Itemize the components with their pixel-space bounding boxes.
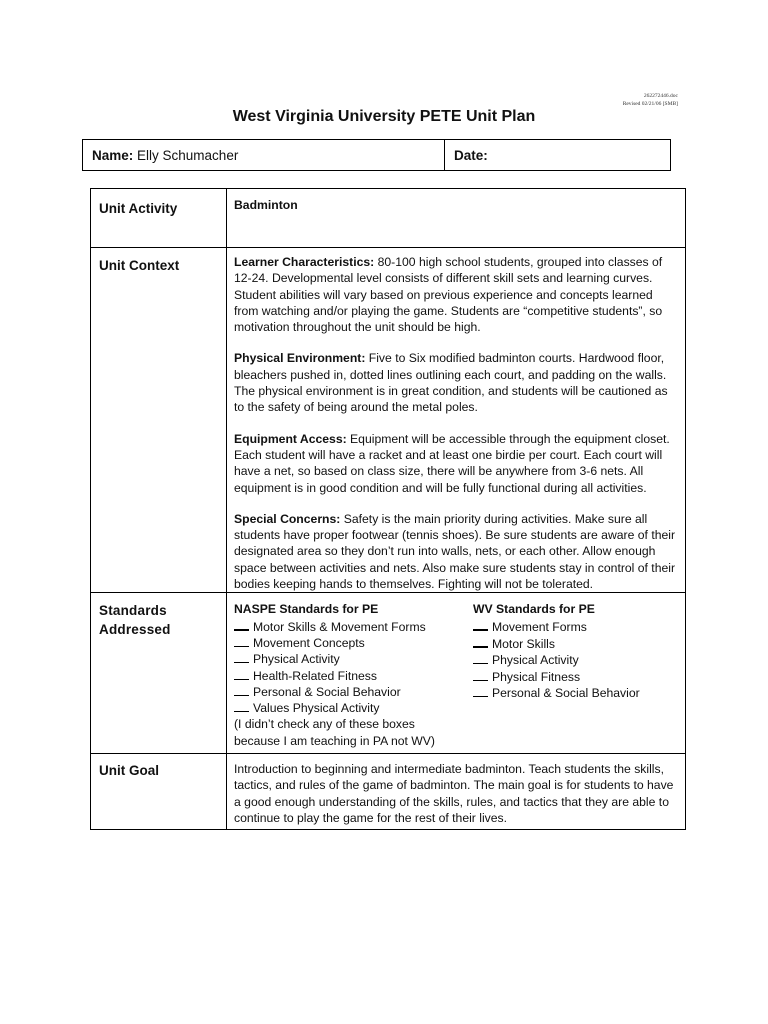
wv-checkbox[interactable] [473, 635, 488, 648]
naspe-item: Health-Related Fitness [234, 668, 473, 684]
naspe-standards [234, 601, 473, 749]
name-date-table [82, 139, 671, 171]
date-label: Date: [454, 147, 488, 163]
file-id: 262272446.doc [643, 93, 678, 99]
wv-checkbox[interactable] [473, 669, 488, 681]
standards-label-line2: Addressed [99, 622, 171, 638]
name-cell [83, 140, 445, 171]
name-label: Name: [92, 147, 134, 163]
learner-characteristics [234, 254, 677, 335]
physical-text: Five to Six modified badminton courts. Hardwood floor, bleachers pushed in, dotted lines outlining each court, and padding on the walls. The physical environment is in great condition, and students will be cautioned as to the safety of being around the metal poles. [234, 351, 668, 415]
wv-checkbox[interactable] [473, 652, 488, 664]
naspe-item: Values Physical Activity [234, 700, 473, 716]
naspe-item: Movement Concepts [234, 635, 473, 651]
wv-item: Motor Skills [473, 635, 673, 652]
physical-label: Physical Environment: [234, 351, 366, 366]
standards-label-line1: Standards [99, 603, 167, 619]
wv-standards [473, 601, 673, 749]
unit-goal-cell [227, 754, 686, 830]
unit-activity-row [91, 189, 686, 248]
unit-activity-cell [227, 189, 686, 248]
wv-item: Personal & Social Behavior [473, 685, 673, 701]
naspe-checkbox[interactable] [234, 668, 249, 680]
wv-item: Physical Fitness [473, 669, 673, 685]
revision-note: Revised 02/21/06 [SMB] [622, 101, 678, 107]
unit-goal-label: Unit Goal [91, 754, 227, 830]
equipment-label: Equipment Access: [234, 431, 347, 446]
naspe-checkbox[interactable] [234, 618, 249, 631]
naspe-note: (I didn’t check any of these boxes because I am teaching in PA not WV) [234, 717, 435, 748]
unit-context-label: Unit Context [91, 248, 227, 593]
wv-heading: WV Standards for PE [473, 602, 595, 617]
unit-activity-value: Badminton [234, 198, 298, 212]
wv-item: Movement Forms [473, 618, 673, 635]
naspe-checkbox[interactable] [234, 635, 249, 647]
name-value: Elly Schumacher [137, 147, 239, 163]
naspe-checkbox[interactable] [234, 651, 249, 663]
unit-context-cell [227, 248, 686, 593]
standards-row [91, 593, 686, 754]
unit-activity-label: Unit Activity [91, 189, 227, 248]
naspe-item: Personal & Social Behavior [234, 684, 473, 700]
physical-environment [234, 350, 677, 415]
special-text: Safety is the main priority during activities. Make sure all students have proper footwear (tennis shoes). Be sure students are aware of their designated area so they don’t run into walls, nets, or each other. Allow enough space between activities and nets. Also make sure students stay in control of their bodies keeping hands to themselves. Fighting will not be tolerated. [234, 511, 676, 592]
standards-label [91, 593, 227, 754]
date-cell [445, 140, 671, 171]
equipment-text: Equipment will be accessible through the equipment closet. Each student will have a racket and at least one birdie per court. Each court will have a net, so based on class size, there will be anywhere from 3-6 nets. All equipment is in good condition and will be fully functional during all activities. [234, 431, 670, 495]
naspe-item: Motor Skills & Movement Forms [234, 618, 473, 635]
wv-checkbox[interactable] [473, 685, 488, 697]
wv-checkbox[interactable] [473, 618, 488, 631]
page-title: West Virginia University PETE Unit Plan [232, 108, 536, 125]
document-id [623, 92, 678, 108]
wv-item: Physical Activity [473, 652, 673, 668]
standards-cell [227, 593, 686, 754]
naspe-checkbox[interactable] [234, 684, 249, 696]
unit-plan-table [90, 188, 686, 830]
learner-text: 80-100 high school students, grouped into classes of 12-24. Developmental level consists of different skill sets and learning curves. Student abilities will vary based on previous experience and concepts learned from watching and/or playing the game. Students are “competitive students”, so motivation throughout the unit should be high. [234, 255, 663, 335]
learner-label: Learner Characteristics: [234, 255, 375, 269]
unit-context-row [91, 248, 686, 593]
naspe-heading: NASPE Standards for PE [234, 602, 379, 617]
equipment-access [234, 431, 677, 496]
special-concerns [234, 511, 677, 592]
naspe-checkbox[interactable] [234, 700, 249, 712]
special-label: Special Concerns: [234, 511, 341, 526]
naspe-item: Physical Activity [234, 651, 473, 667]
unit-goal-text: Introduction to beginning and intermediate badminton. Teach students the skills, tactics, and rules of the game of badminton. The main goal is for students to have a good enough understanding of the skills, rules, and tactics that they are able to continue to play the game for the rest of their lives. [234, 762, 674, 825]
unit-goal-row [91, 754, 686, 830]
